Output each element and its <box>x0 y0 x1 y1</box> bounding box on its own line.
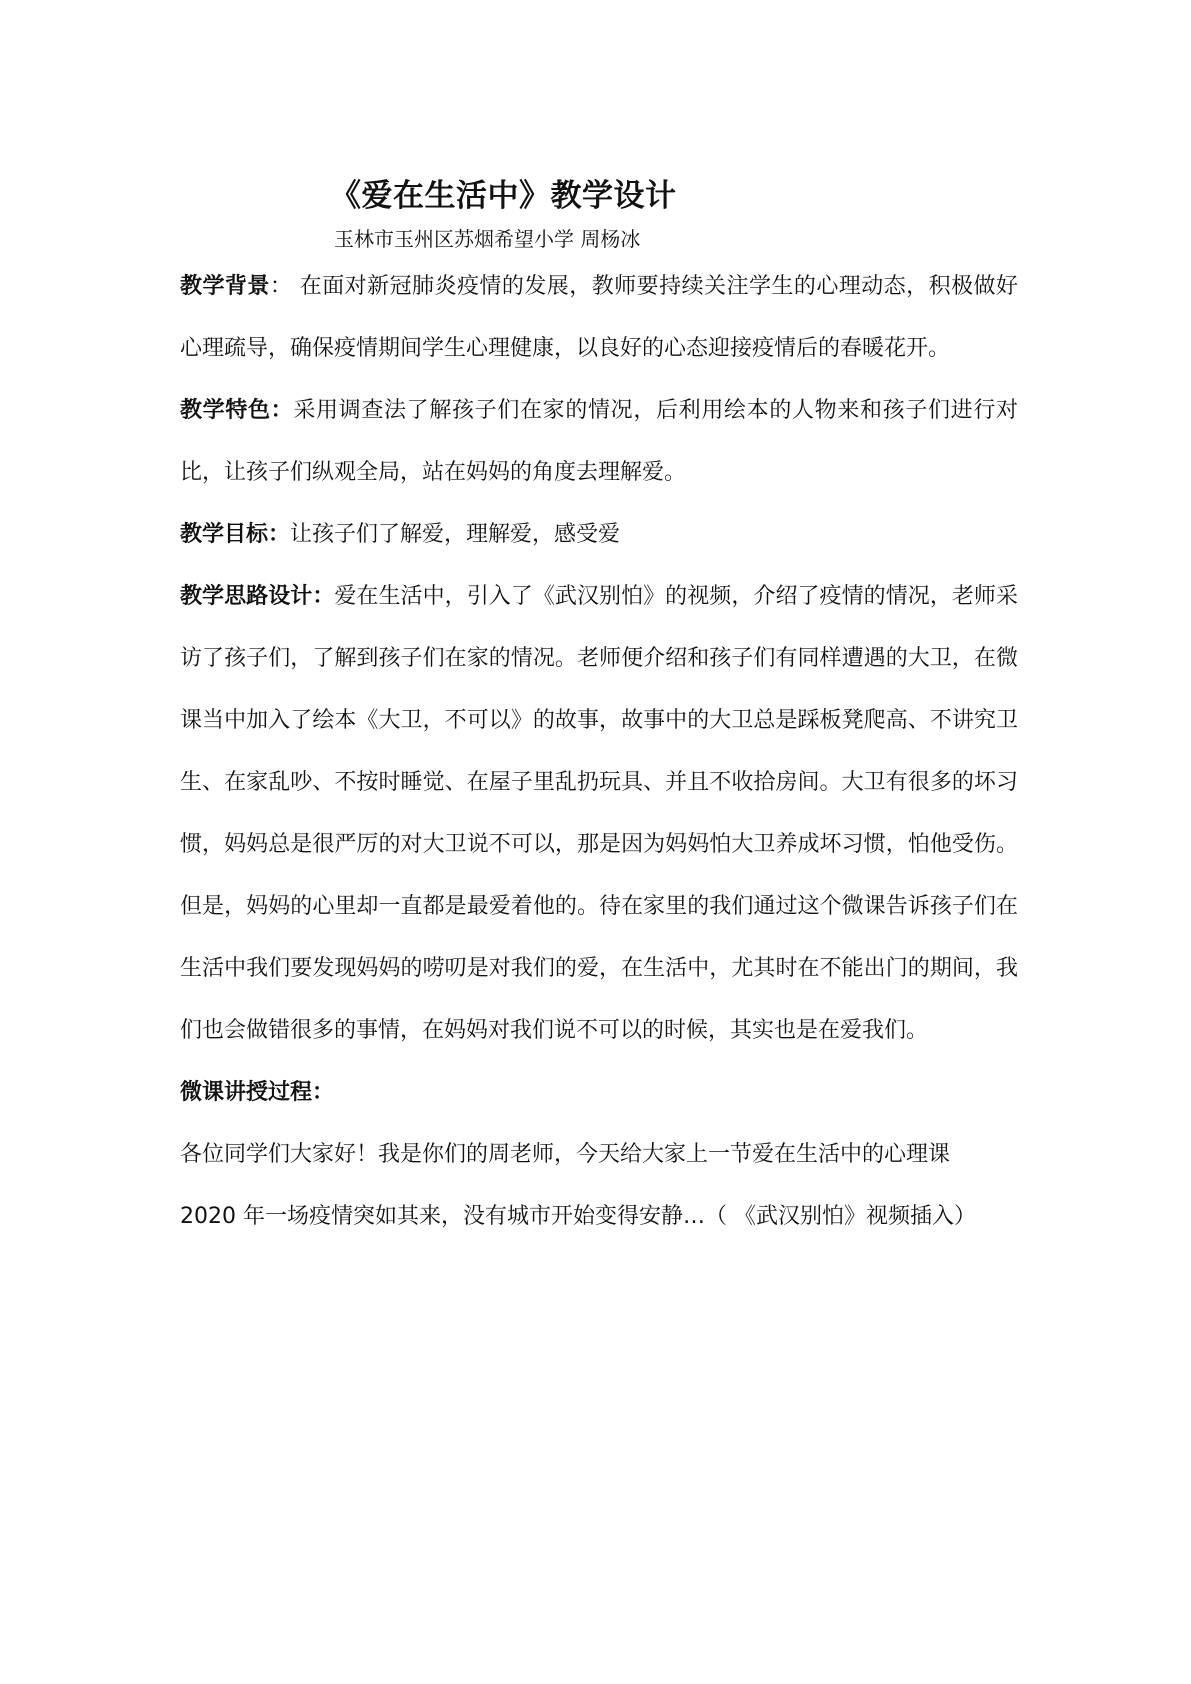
section-label: 教学背景 <box>180 274 270 299</box>
section-separator: ： <box>269 274 300 299</box>
section-text: 在面对新冠肺炎疫情的发展，教师要持续关注学生的心理动态，积极做好心理疏导，确保疫情期间学生心理健康，以良好的心态迎接疫情后的春暖花开。 <box>180 274 1018 361</box>
document-author: 玉林市玉州区苏烟希望小学 周杨冰 <box>334 227 641 251</box>
section-text: 采用调查法了解孩子们在家的情况，后利用绘本的人物来和孩子们进行对比，让孩子们纵观全局，站在妈妈的角度去理解爱。 <box>180 398 1018 485</box>
document-body <box>180 256 1018 1248</box>
lecture-paragraph: 2020 年一场疫情突如其来，没有城市开始变得安静…（ 《武汉别怕》视频插入） <box>180 1204 976 1229</box>
section-goals <box>180 504 1018 566</box>
section-label: 教学目标： <box>180 522 291 547</box>
document-title: 《爱在生活中》教学设计 <box>330 178 677 214</box>
section-label: 教学思路设计： <box>180 584 335 609</box>
section-background <box>180 256 1018 380</box>
section-lecture-heading <box>180 1062 1018 1124</box>
section-features <box>180 380 1018 504</box>
lecture-paragraph: 各位同学们大家好！我是你们的周老师，今天给大家上一节爱在生活中的心理课 <box>180 1142 951 1167</box>
section-text: 爱在生活中，引入了《武汉别怕》的视频，介绍了疫情的情况，老师采访了孩子们，了解到孩子们在家的情况。老师便介绍和孩子们有同样遭遇的大卫，在微课当中加入了绘本《大卫，不可以》的故事，故事中的大卫总是踩板凳爬高、不讲究卫生、在家乱吵、不按时睡觉、在屋子里乱扔玩具、并且不收拾房间。大卫有很多的坏习惯，妈妈总是很严厉的对大卫说不可以，那是因为妈妈怕大卫养成坏习惯，怕他受伤。但是，妈妈的心里却一直都是最爱着他的。待在家里的我们通过这个微课告诉孩子们在生活中我们要发现妈妈的唠叨是对我们的爱，在生活中，尤其时在不能出门的期间，我们也会做错很多的事情，在妈妈对我们说不可以的时候，其实也是在爱我们。 <box>180 584 1018 1043</box>
section-design <box>180 566 1018 1062</box>
section-label: 教学特色： <box>180 398 294 423</box>
section-label: 微课讲授过程： <box>180 1080 335 1105</box>
section-text: 让孩子们了解爱，理解爱，感受爱 <box>290 522 621 547</box>
